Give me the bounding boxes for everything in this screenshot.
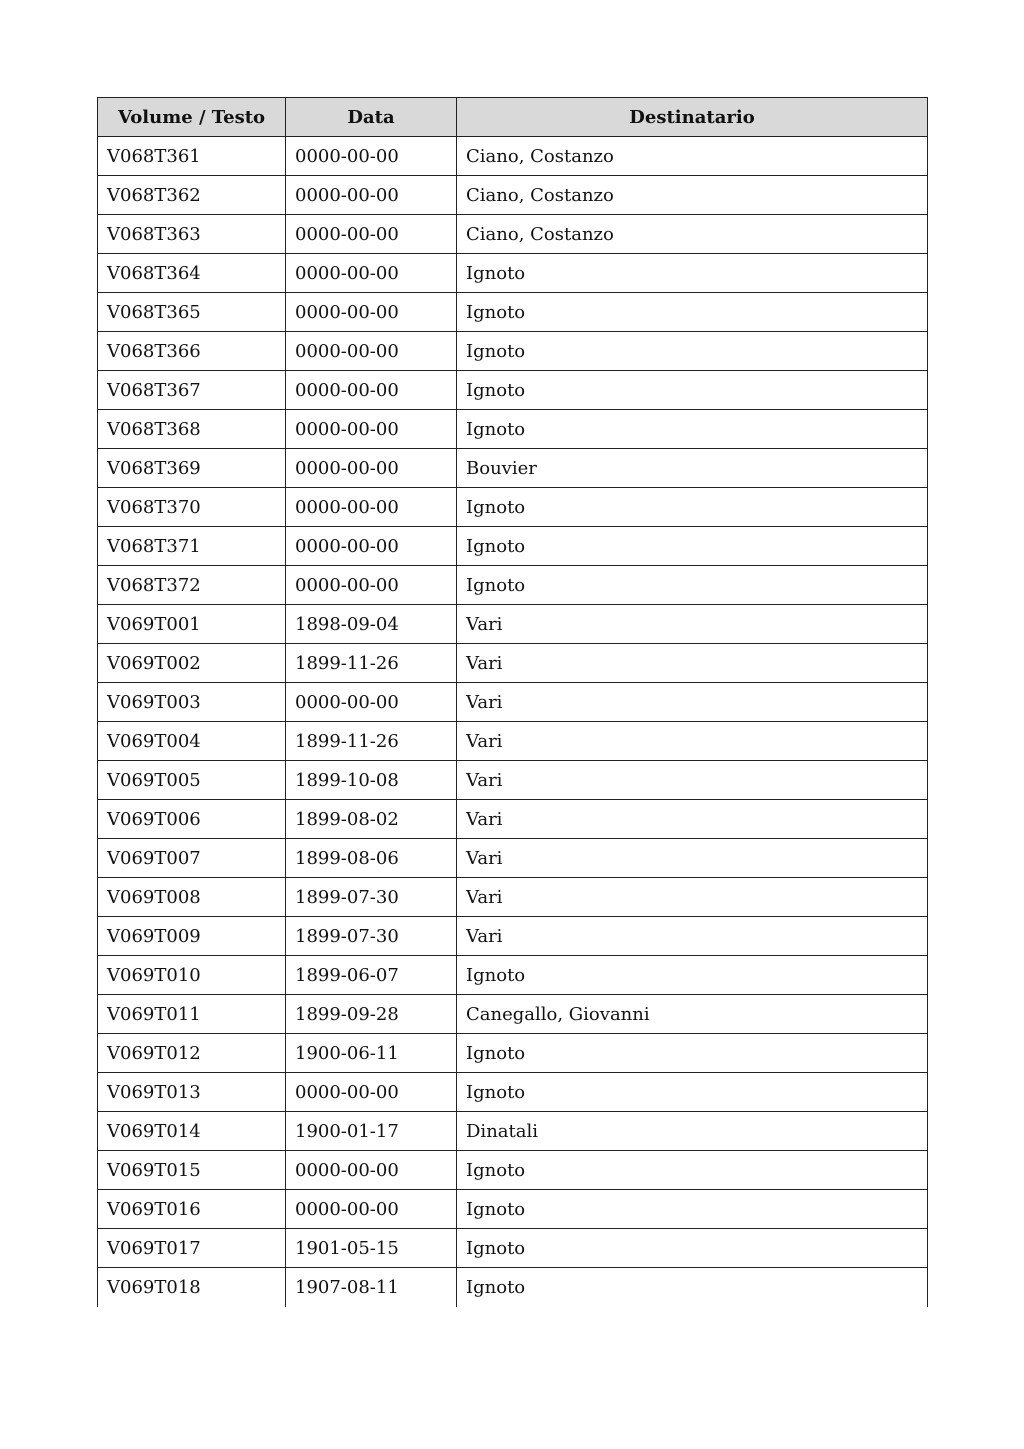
cell-destinatario: Vari xyxy=(457,800,928,839)
cell-volume-testo: V068T370 xyxy=(98,488,286,527)
cell-volume-testo: V068T363 xyxy=(98,215,286,254)
cell-destinatario: Ignoto xyxy=(457,1151,928,1190)
header-destinatario: Destinatario xyxy=(457,98,928,137)
cell-volume-testo: V069T007 xyxy=(98,839,286,878)
cell-data: 0000-00-00 xyxy=(286,293,457,332)
cell-volume-testo: V069T010 xyxy=(98,956,286,995)
table-row xyxy=(98,566,928,605)
table-row xyxy=(98,956,928,995)
table-row xyxy=(98,1190,928,1229)
cell-destinatario: Canegallo, Giovanni xyxy=(457,995,928,1034)
table-header-row xyxy=(98,98,928,137)
cell-volume-testo: V068T364 xyxy=(98,254,286,293)
cell-destinatario: Dinatali xyxy=(457,1112,928,1151)
cell-destinatario: Ignoto xyxy=(457,566,928,605)
cell-data: 1899-07-30 xyxy=(286,878,457,917)
cell-data: 0000-00-00 xyxy=(286,137,457,176)
cell-destinatario: Vari xyxy=(457,644,928,683)
table-row xyxy=(98,917,928,956)
table-row xyxy=(98,1034,928,1073)
table-row xyxy=(98,1112,928,1151)
cell-destinatario: Vari xyxy=(457,683,928,722)
cell-data: 1898-09-04 xyxy=(286,605,457,644)
header-data: Data xyxy=(286,98,457,137)
table-row xyxy=(98,878,928,917)
cell-volume-testo: V068T372 xyxy=(98,566,286,605)
cell-volume-testo: V069T002 xyxy=(98,644,286,683)
cell-volume-testo: V069T009 xyxy=(98,917,286,956)
cell-volume-testo: V069T006 xyxy=(98,800,286,839)
table-row xyxy=(98,605,928,644)
cell-data: 0000-00-00 xyxy=(286,215,457,254)
cell-volume-testo: V069T013 xyxy=(98,1073,286,1112)
table-row xyxy=(98,839,928,878)
table-row xyxy=(98,215,928,254)
table-row xyxy=(98,995,928,1034)
table-row xyxy=(98,410,928,449)
cell-volume-testo: V069T015 xyxy=(98,1151,286,1190)
cell-data: 0000-00-00 xyxy=(286,410,457,449)
cell-destinatario: Ignoto xyxy=(457,293,928,332)
cell-destinatario: Vari xyxy=(457,605,928,644)
table-row xyxy=(98,1268,928,1307)
cell-volume-testo: V068T365 xyxy=(98,293,286,332)
cell-data: 0000-00-00 xyxy=(286,449,457,488)
cell-data: 1899-11-26 xyxy=(286,722,457,761)
cell-volume-testo: V068T371 xyxy=(98,527,286,566)
cell-data: 0000-00-00 xyxy=(286,1190,457,1229)
cell-data: 1900-01-17 xyxy=(286,1112,457,1151)
cell-destinatario: Vari xyxy=(457,761,928,800)
cell-volume-testo: V069T004 xyxy=(98,722,286,761)
cell-data: 0000-00-00 xyxy=(286,488,457,527)
cell-volume-testo: V068T368 xyxy=(98,410,286,449)
cell-destinatario: Ciano, Costanzo xyxy=(457,137,928,176)
table-row xyxy=(98,1229,928,1268)
cell-volume-testo: V069T018 xyxy=(98,1268,286,1307)
table-row xyxy=(98,488,928,527)
table-row xyxy=(98,1151,928,1190)
cell-volume-testo: V068T366 xyxy=(98,332,286,371)
cell-data: 1899-08-02 xyxy=(286,800,457,839)
table-row xyxy=(98,332,928,371)
cell-destinatario: Ignoto xyxy=(457,956,928,995)
cell-data: 1899-09-28 xyxy=(286,995,457,1034)
cell-destinatario: Ignoto xyxy=(457,410,928,449)
cell-volume-testo: V068T362 xyxy=(98,176,286,215)
cell-data: 0000-00-00 xyxy=(286,683,457,722)
table-row xyxy=(98,137,928,176)
cell-destinatario: Bouvier xyxy=(457,449,928,488)
cell-destinatario: Ciano, Costanzo xyxy=(457,176,928,215)
cell-volume-testo: V069T001 xyxy=(98,605,286,644)
cell-volume-testo: V068T367 xyxy=(98,371,286,410)
cell-volume-testo: V068T361 xyxy=(98,137,286,176)
cell-data: 0000-00-00 xyxy=(286,566,457,605)
cell-destinatario: Ignoto xyxy=(457,1268,928,1307)
cell-volume-testo: V069T008 xyxy=(98,878,286,917)
table-row xyxy=(98,254,928,293)
cell-data: 1899-06-07 xyxy=(286,956,457,995)
cell-volume-testo: V069T016 xyxy=(98,1190,286,1229)
table-row xyxy=(98,800,928,839)
table-row xyxy=(98,527,928,566)
records-table xyxy=(97,97,928,1307)
cell-volume-testo: V069T005 xyxy=(98,761,286,800)
cell-destinatario: Ignoto xyxy=(457,1229,928,1268)
cell-destinatario: Ignoto xyxy=(457,332,928,371)
cell-data: 0000-00-00 xyxy=(286,332,457,371)
table-row xyxy=(98,722,928,761)
cell-destinatario: Ignoto xyxy=(457,1034,928,1073)
cell-volume-testo: V069T014 xyxy=(98,1112,286,1151)
cell-volume-testo: V069T012 xyxy=(98,1034,286,1073)
cell-data: 1899-10-08 xyxy=(286,761,457,800)
cell-destinatario: Ciano, Costanzo xyxy=(457,215,928,254)
table-row xyxy=(98,293,928,332)
cell-destinatario: Vari xyxy=(457,839,928,878)
cell-data: 0000-00-00 xyxy=(286,1073,457,1112)
table-row xyxy=(98,449,928,488)
cell-data: 1900-06-11 xyxy=(286,1034,457,1073)
cell-data: 0000-00-00 xyxy=(286,371,457,410)
cell-volume-testo: V069T017 xyxy=(98,1229,286,1268)
table-row xyxy=(98,683,928,722)
table-row xyxy=(98,644,928,683)
cell-destinatario: Ignoto xyxy=(457,1073,928,1112)
table-row xyxy=(98,1073,928,1112)
table-row xyxy=(98,371,928,410)
cell-volume-testo: V069T011 xyxy=(98,995,286,1034)
cell-destinatario: Ignoto xyxy=(457,1190,928,1229)
cell-data: 1899-08-06 xyxy=(286,839,457,878)
cell-destinatario: Ignoto xyxy=(457,254,928,293)
cell-destinatario: Vari xyxy=(457,917,928,956)
cell-data: 0000-00-00 xyxy=(286,1151,457,1190)
cell-destinatario: Ignoto xyxy=(457,371,928,410)
cell-data: 1901-05-15 xyxy=(286,1229,457,1268)
cell-data: 1899-11-26 xyxy=(286,644,457,683)
cell-volume-testo: V068T369 xyxy=(98,449,286,488)
cell-destinatario: Ignoto xyxy=(457,527,928,566)
cell-data: 0000-00-00 xyxy=(286,176,457,215)
cell-data: 0000-00-00 xyxy=(286,254,457,293)
cell-data: 1899-07-30 xyxy=(286,917,457,956)
cell-data: 0000-00-00 xyxy=(286,527,457,566)
cell-data: 1907-08-11 xyxy=(286,1268,457,1307)
table-body xyxy=(98,137,928,1307)
header-volume-testo: Volume / Testo xyxy=(98,98,286,137)
table-row xyxy=(98,761,928,800)
table-row xyxy=(98,176,928,215)
cell-destinatario: Vari xyxy=(457,722,928,761)
cell-destinatario: Vari xyxy=(457,878,928,917)
cell-volume-testo: V069T003 xyxy=(98,683,286,722)
cell-destinatario: Ignoto xyxy=(457,488,928,527)
